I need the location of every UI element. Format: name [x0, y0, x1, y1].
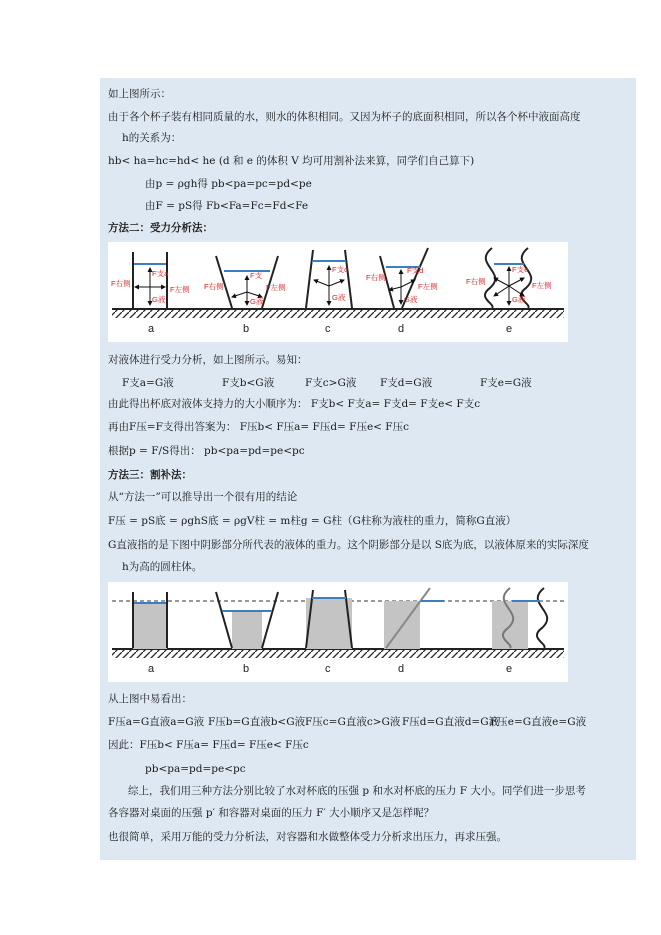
label-support-d: F支d [407, 266, 424, 275]
table-hatching [112, 310, 564, 318]
text-line-8: 对液体进行受力分析，如上图所示。易知： [108, 354, 308, 366]
label-left-wall-e: F左侧 [532, 281, 552, 290]
table-hatching-2 [112, 650, 564, 658]
text-line-2: 由于各个杯子装有相同质量的水，则水的体积相同。又因为杯子的底面积相同，所以各个杯中液面高度 [108, 111, 581, 123]
text-line-19a: F压a=G直液a=G液 [108, 716, 205, 728]
text-line-20: 因此：F压b< F压a= F压d= F压e< F压c [108, 739, 309, 751]
container-d-shaded [384, 588, 444, 649]
label-gravity-a: G液 [152, 295, 166, 304]
label-right-wall-d: F右侧 [366, 273, 386, 282]
container-b [204, 256, 286, 308]
label-gravity-b: G液 [250, 297, 264, 306]
container-e [466, 248, 552, 308]
figure-force-analysis [108, 242, 568, 342]
text-line-9d: F支d=G液 [380, 377, 433, 389]
text-line-4: hb< ha=hc=hd< he (d 和 e 的体积 V 均可用割补法来算，同学们自己算下) [108, 155, 475, 167]
text-line-14: 从“方法一”可以推导出一个很有用的结论 [108, 491, 298, 503]
section-heading-method-3: 方法三：割补法： [108, 469, 192, 481]
text-line-15: F压 = pS底 = ρghS底 = ρgV柱 = m柱g = G柱（G柱称为液柱的重力，简称G直液） [108, 515, 517, 527]
label-c-2: c [325, 663, 331, 675]
label-gravity-e: G液 [512, 295, 526, 304]
label-support-a: F支a [152, 269, 169, 278]
text-line-1: 如上图所示： [108, 88, 171, 100]
figure-liquid-columns [108, 582, 568, 682]
label-gravity-c: G液 [332, 293, 346, 302]
text-line-23: 各容器对桌面的压强 p′ 和容器对桌面的压力 F′ 大小顺序又是怎样呢？ [108, 807, 435, 819]
text-line-19d: F压d=G直液d=G液 [402, 716, 500, 728]
label-a-2: a [148, 663, 155, 675]
label-support-c: F支c [332, 265, 348, 274]
label-e-2: e [506, 663, 513, 675]
text-line-9c: F支c>G液 [305, 377, 357, 389]
text-line-9a: F支a=G液 [122, 377, 174, 389]
container-a [111, 252, 190, 308]
container-d [366, 248, 438, 308]
text-line-19e: F压e=G直液e=G液 [490, 716, 587, 728]
text-line-19c: F压c=G直液c>G液 [305, 716, 401, 728]
text-line-6: 由F = pS得 Fb<Fa=Fc=Fd<Fe [145, 200, 309, 212]
container-e-shaded [492, 588, 547, 649]
label-a: a [148, 323, 155, 335]
text-line-5: 由p = ρgh得 pb<pa=pc=pd<pe [145, 178, 312, 190]
section-heading-method-2: 方法二：受力分析法： [108, 222, 213, 234]
text-line-9e: F支e=G液 [480, 377, 532, 389]
text-line-9b: F支b<G液 [222, 377, 275, 389]
label-c: c [325, 323, 331, 335]
text-line-22: 综上，我们用三种方法分别比较了水对杯底的压强 p 和水对杯底的压力 F 大小。同学们进一步思考 [128, 785, 586, 797]
container-c-shaded [306, 590, 352, 649]
text-line-19b: F压b=G直液b<G液 [208, 716, 306, 728]
text-line-24: 也很简单，采用万能的受力分析法，对容器和水做整体受力分析求出压力，再求压强。 [108, 831, 507, 843]
label-b: b [243, 323, 250, 335]
label-left-wall-b: F左侧 [266, 283, 286, 292]
label-left-wall-d: F左侧 [418, 282, 438, 291]
text-line-10: 由此得出杯底对液体支持力的大小顺序为： F支b< F支a= F支d= F支e< F支c [108, 398, 481, 410]
label-e: e [506, 323, 513, 335]
text-line-17: h为高的圆柱体。 [122, 561, 203, 573]
text-line-3: h的关系为： [122, 132, 182, 144]
label-right-wall-b: F右侧 [204, 282, 224, 291]
text-line-16: G直液指的是下图中阴影部分所代表的液体的重力。这个阴影部分是以 S底为底，以液体原来的实际深度 [108, 539, 589, 551]
container-c [306, 250, 352, 308]
label-d: d [398, 323, 405, 335]
label-left-wall-a: F左侧 [170, 285, 190, 294]
label-d-2: d [398, 663, 405, 675]
text-line-11: 再由F压=F支得出答案为： F压b< F压a= F压d= F压e< F压c [108, 421, 409, 433]
label-gravity-d: G液 [404, 295, 418, 304]
text-line-12: 根据p = F/S得出： pb<pa=pd=pe<pc [108, 445, 305, 457]
label-b-2: b [243, 663, 250, 675]
label-right-wall-e: F右侧 [466, 277, 486, 286]
label-support-b: F支 [250, 271, 263, 280]
label-right-wall-a: F右侧 [111, 279, 131, 288]
label-support-e: F支e [512, 265, 529, 274]
text-line-18: 从上图中易看出： [108, 693, 192, 705]
text-line-21: pb<pa=pd=pe<pc [145, 763, 246, 775]
